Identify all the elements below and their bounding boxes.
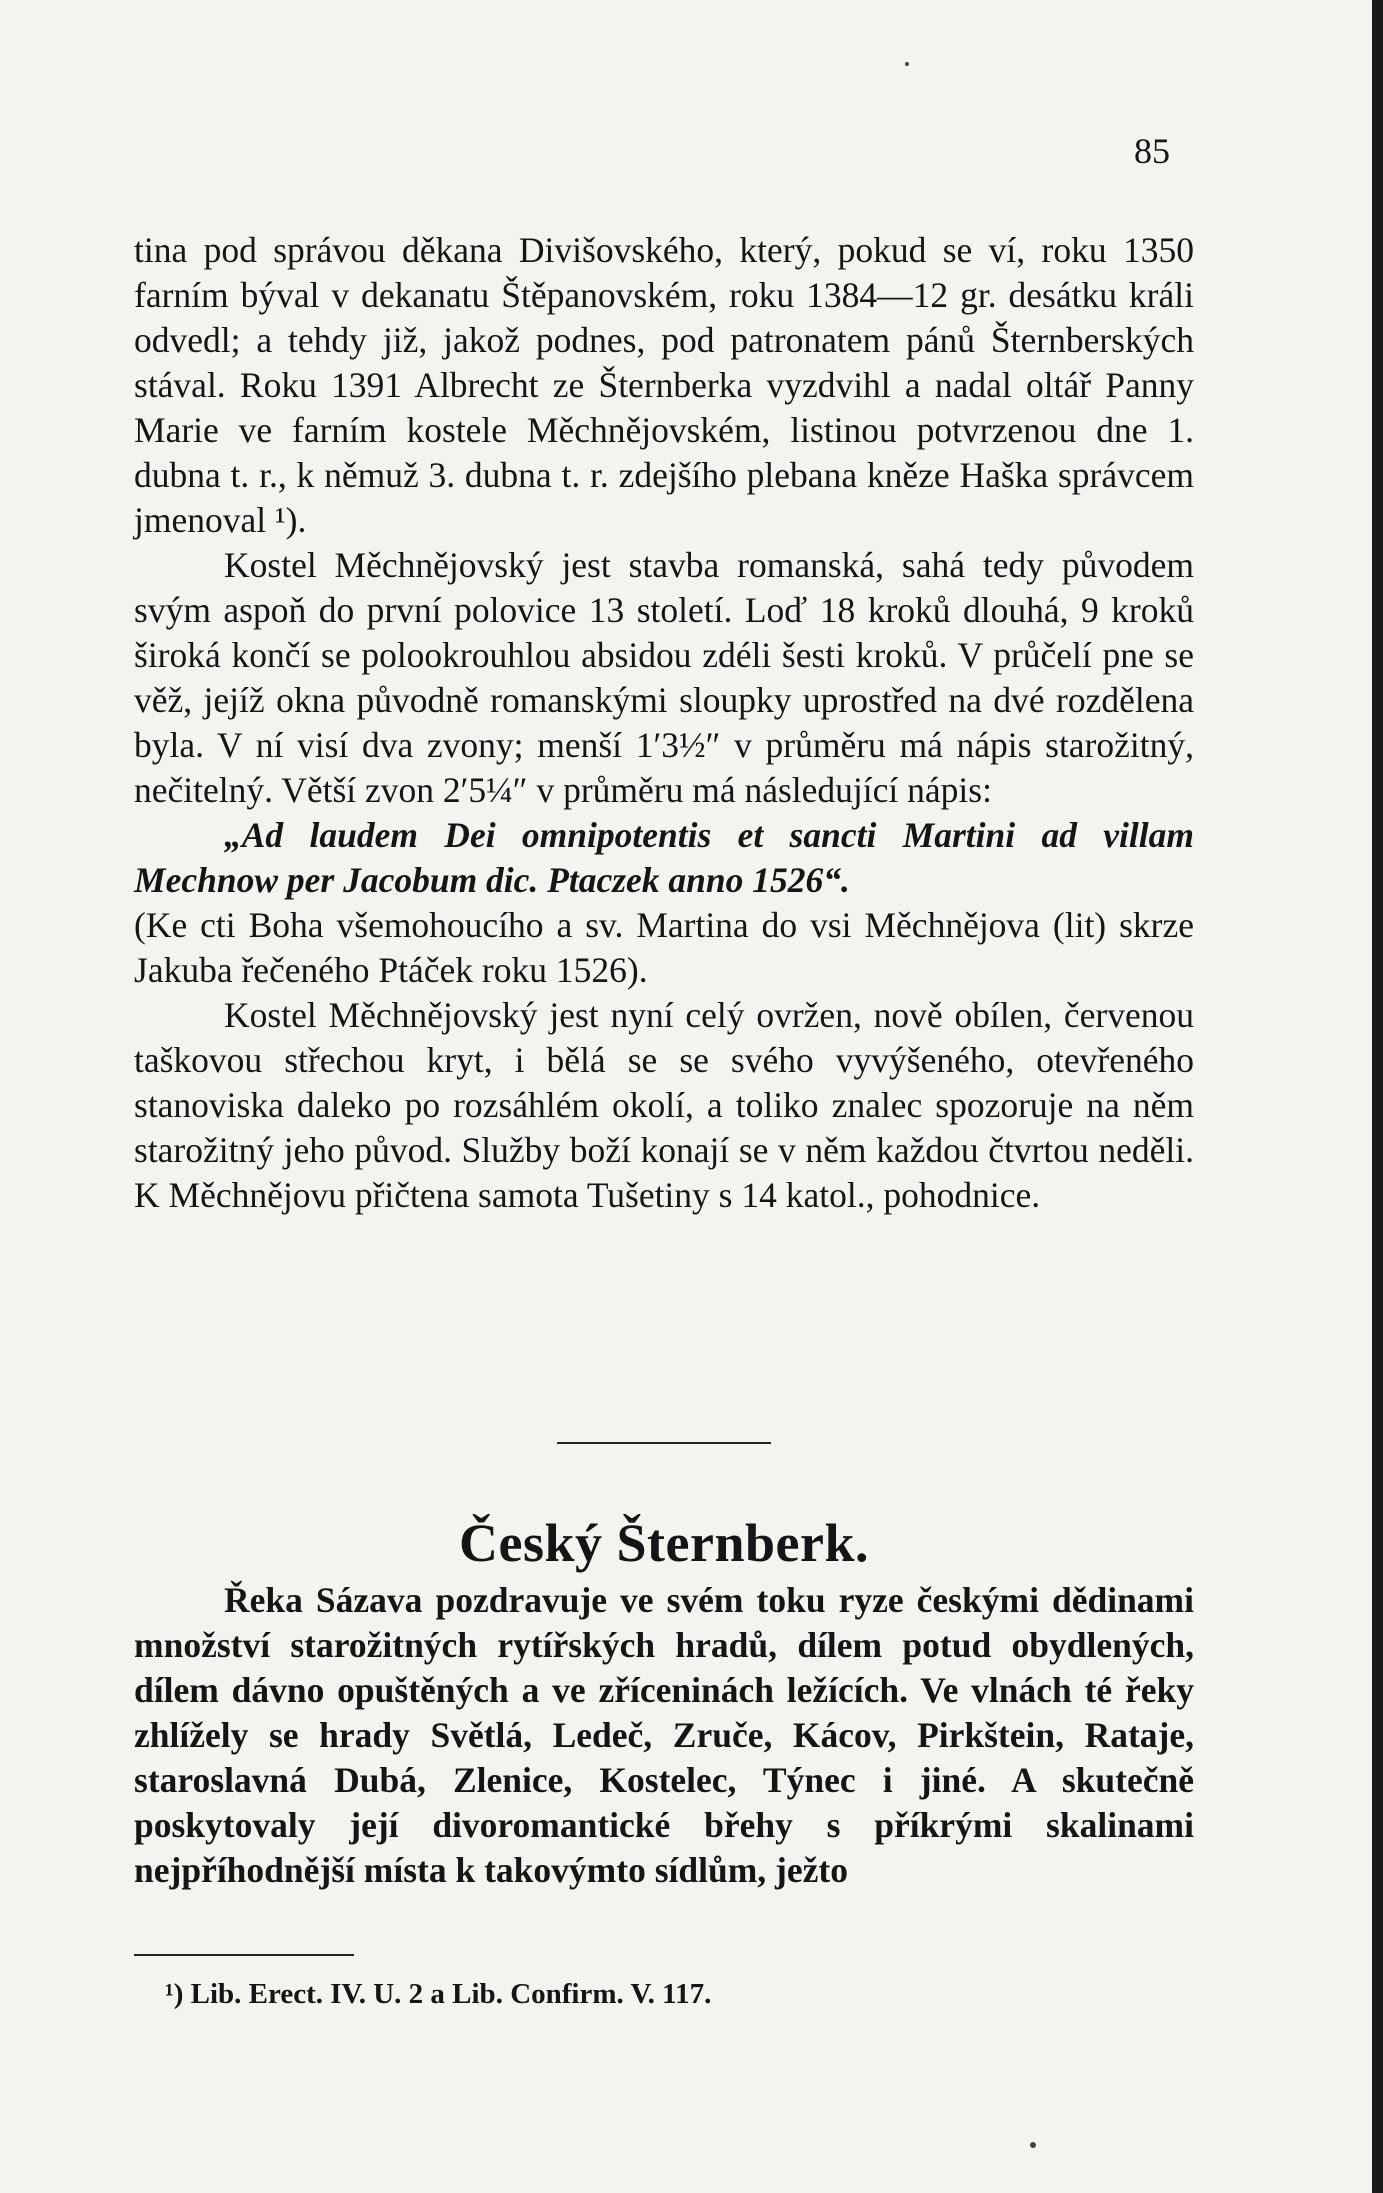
page-number: 85 (1134, 131, 1170, 171)
footnote-text: Lib. Erect. IV. U. 2 a Lib. Confirm. V. 117. (190, 1978, 712, 2010)
footnote-divider (134, 1954, 354, 1956)
print-speck (905, 62, 909, 66)
section-paragraph: Řeka Sázava pozdravuje ve svém toku ryze českými dědinami množství starožitných rytířských hradů, dílem potud obydlených, dílem dávno opuštěných a ve zříceninách ležících. Ve vlnách té řeky zhlížely se hrady Světlá, Ledeč, Zruče, Kácov, Pirkštein, Rataje, staroslavná Dubá, Zlenice, Kostelec, Týnec i jiné. A skutečně poskytovaly její divoromantické břehy s příkrými skalinami nejpříhodnější místa k takovýmto sídlům, ježto (134, 1580, 1194, 1890)
footnote (165, 1978, 711, 2011)
bell-inscription: „Ad laudem Dei omnipotentis et sancti Martini ad villam Mechnow per Jacobum dic. Ptaczek anno 1526“. (134, 815, 1194, 900)
paragraph-2: Kostel Měchnějovský jest stavba romanská, sahá tedy původem svým aspoň do první polovice 13 století. Loď 18 kroků dlouhá, 9 kroků široká končí se polookrouhlou absidou zdéli šesti kroků. V průčelí pne se věž, jejíž okna původně romanskými sloupky uprostřed na dvé rozdělena byla. V ní visí dva zvony; menší 1′3½″ v průměru má nápis starožitný, nečitelný. Větší zvon 2′5¼″ v průměru má následující nápis: (134, 545, 1194, 810)
paragraph-3: Kostel Měchnějovský jest nyní celý ovržen, nově obílen, červenou taškovou střechou kryt, i bělá se se svého vyvýšeného, otevřeného stanoviska daleko po rozsáhlém okolí, a toliko znalec spozoruje na něm starožitný jeho původ. Služby boží konají se v něm každou čtvrtou neděli. K Měchnějovu přičtena samota Tušetiny s 14 katol., pohodnice. (134, 995, 1194, 1215)
paragraph-1: tina pod správou děkana Divišovského, který, pokud se ví, roku 1350 farním býval v dekanatu Štěpanovském, roku 1384—12 gr. desátku králi odvedl; a tehdy již, jakož podnes, pod patronatem pánů Šternberských stával. Roku 1391 Albrecht ze Šternberka vyzdvihl a nadal oltář Panny Marie ve farním kostele Měchnějovském, listinou potvrzenou dne 1. dubna t. r., k němuž 3. dubna t. r. zdejšího plebana kněze Haška správcem jmenoval ¹). (134, 230, 1194, 540)
section-title: Český Šternberk. (459, 1513, 869, 1573)
footnote-mark: ¹) (165, 1978, 184, 2010)
section-divider (557, 1442, 771, 1444)
page-edge (1372, 0, 1383, 2193)
section-text (134, 1578, 1194, 1893)
main-text (134, 228, 1194, 1218)
print-speck (1030, 2142, 1036, 2148)
inscription-translation: (Ke cti Boha všemohoucího a sv. Martina do vsi Měchnějova (lit) skrze Jakuba řečeného Ptáček roku 1526). (134, 905, 1194, 990)
